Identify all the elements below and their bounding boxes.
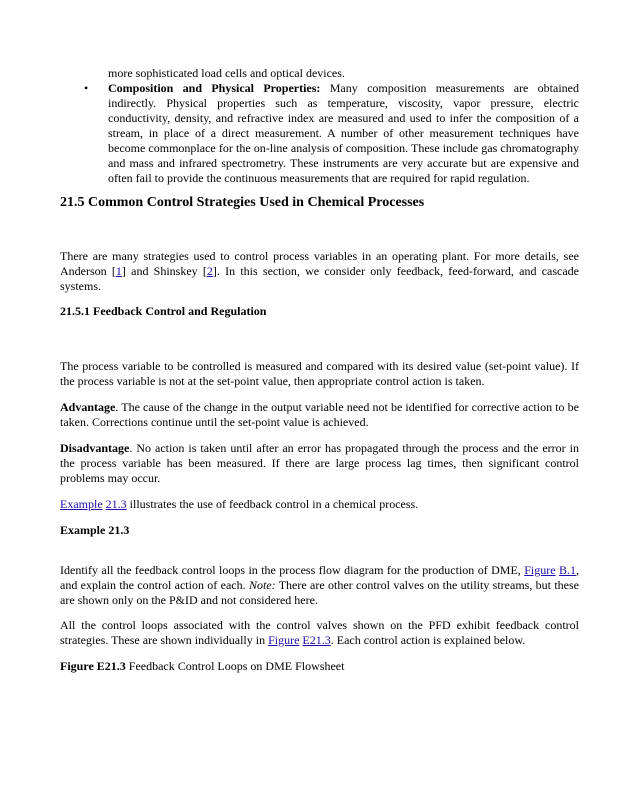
intro-text-1: There are many strategies used to control process variables in an operating plant. For more details, see Anderson [ (60, 249, 579, 278)
advantage-text: . The cause of the change in the output variable need not be identified for corrective action to be taken. Corrections continue until the set-point value is achieved. (60, 400, 579, 429)
section-intro-paragraph (60, 249, 579, 294)
figure-caption-block (60, 659, 579, 674)
figure-caption-text: Feedback Control Loops on DME Flowsheet (125, 659, 345, 673)
example-p2-text-2: . Each control action is explained below. (330, 633, 526, 647)
figure-caption (60, 659, 579, 674)
figure-label: Figure E21.3 (60, 659, 126, 673)
example-reference (60, 497, 579, 512)
advantage-label: Advantage (60, 400, 116, 414)
subsection-heading-block (60, 304, 579, 319)
section-heading-block (60, 194, 579, 212)
example-heading: Example 21.3 (60, 523, 130, 537)
disadvantage-text: . No action is taken until after an error has propagated through the process and the error in the process variable has been measured. If there are large process lag times, then significant control problems may occur. (60, 441, 579, 485)
disadvantage-label: Disadvantage (60, 441, 130, 455)
example-p1-text-1: Identify all the feedback control loops in the process flow diagram for the production of DME, (60, 563, 525, 577)
figure-e-number-link[interactable]: E21.3 (302, 633, 331, 647)
advantage-paragraph (60, 400, 579, 430)
example-reference-text: illustrates the use of feedback control in a chemical process. (126, 497, 419, 511)
bullet-paragraph (108, 81, 579, 186)
example-p2-text-1: All the control loops associated with the control valves shown on the PFD exhibit feedback control strategies. These are shown individually in (60, 618, 579, 647)
figure-link[interactable]: Figure (524, 563, 556, 577)
subsection-heading: 21.5.1 Feedback Control and Regulation (60, 304, 267, 318)
intro-text-3: ]. In this section, we consider only feedback, feed-forward, and cascade systems. (60, 264, 579, 293)
intro-text-2: ] and Shinskey [ (121, 264, 207, 278)
example-p1 (60, 563, 579, 608)
bullet-item-composition (84, 81, 579, 186)
example-paragraph-2 (60, 618, 579, 648)
bullet-text: Many composition measurements are obtained indirectly. Physical properties such as temperature, viscosity, vapor pressure, electric conductivity, density, and refractive index are measured and used to infer the composition of a stream, in place of a direct measurement. A number of other measurement techniques have become commonplace for the on-line analysis of composition. These include gas chromatography and mass and infrared spectrometry. These instruments are very accurate but are expensive and often fail to provide the continuous measurements that are required for rapid regulation. (108, 81, 579, 185)
example-p2 (60, 618, 579, 648)
advantage-block (60, 400, 579, 430)
note-label: Note: (248, 578, 276, 592)
reference-link-2[interactable]: 2 (206, 264, 213, 278)
figure-number-link[interactable]: B.1 (558, 563, 576, 577)
continuation-text: more sophisticated load cells and optical devices. (108, 66, 345, 80)
example-paragraph-1 (60, 563, 579, 608)
feedback-description (60, 359, 579, 389)
example-heading-block (60, 523, 579, 538)
example-p1-text-2: , and explain the control action of each. (60, 563, 579, 592)
section-intro (60, 249, 579, 294)
example-reference-paragraph (60, 497, 579, 512)
disadvantage-block (60, 441, 579, 486)
feedback-paragraph: The process variable to be controlled is measured and compared with its desired value (set-point value). If the process variable is not at the set-point value, then appropriate control action is taken. (60, 359, 579, 388)
example-number-link[interactable]: 21.3 (105, 497, 127, 511)
example-link[interactable]: Example (60, 497, 103, 511)
figure-e-link[interactable]: Figure (268, 633, 300, 647)
disadvantage-paragraph (60, 441, 579, 486)
bullet-label: Composition and Physical Properties: (108, 81, 321, 95)
example-p1-text-3: There are other control valves on the utility streams, but these are shown only on the P&ID and not considered here. (60, 578, 579, 607)
section-heading: 21.5 Common Control Strategies Used in Chemical Processes (60, 195, 425, 210)
reference-link-1[interactable]: 1 (115, 264, 122, 278)
bullet-symbol: • (84, 81, 89, 95)
